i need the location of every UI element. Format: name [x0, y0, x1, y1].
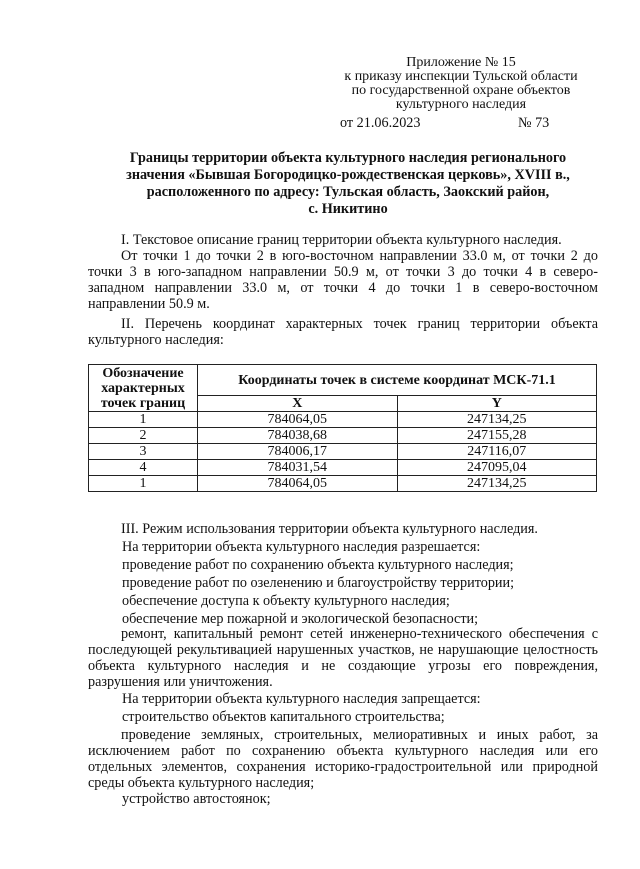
x-cell: 784064,05 — [198, 412, 398, 428]
section1-heading: I. Текстовое описание границ территории объекта культурного наследия. — [121, 232, 562, 248]
x-cell: 784064,05 — [198, 476, 398, 492]
header-line: по государственной охране объектов — [351, 83, 571, 98]
point-cell: 3 — [89, 444, 198, 460]
y-header: Y — [397, 396, 597, 412]
allowed-intro: На территории объекта культурного наследия разрешается: — [122, 539, 481, 555]
header-line: культурного наследия — [395, 97, 527, 112]
title-line: Границы территории объекта культурного наследия регионального — [129, 150, 567, 166]
allowed-item: проведение работ по сохранению объекта культурного наследия; — [122, 557, 514, 573]
table-row — [89, 412, 597, 428]
x-cell: 784038,68 — [198, 428, 398, 444]
order-date: от 21.06.2023 — [340, 115, 421, 131]
order-number: № 73 — [518, 115, 550, 131]
point-designation-header: Обозначение характерных точек границ — [89, 365, 198, 412]
forbidden-item-long: проведение земляных, строительных, мелиоративных и иных работ, за исключением работ по сохранению объекта культурного наследия или его отдельных элементов, сохранения историко-градостроительной или природной среды объекта культурного наследия; — [88, 727, 598, 791]
x-cell: 784006,17 — [198, 444, 398, 460]
coordinate-system-header: Координаты точек в системе координат МСК-71.1 — [198, 365, 597, 396]
x-cell: 784031,54 — [198, 460, 398, 476]
allowed-item: обеспечение доступа к объекту культурного наследия; — [122, 593, 450, 609]
title-line: с. Никитино — [308, 201, 388, 217]
y-cell: 247155,28 — [397, 428, 597, 444]
header-line: к приказу инспекции Тульской области — [344, 69, 578, 84]
appendix-header — [320, 56, 602, 112]
coordinates-table — [88, 364, 597, 492]
table-row — [89, 428, 597, 444]
point-cell: 2 — [89, 428, 198, 444]
y-cell: 247095,04 — [397, 460, 597, 476]
point-cell: 1 — [89, 412, 198, 428]
table-row — [89, 476, 597, 492]
document-title — [88, 150, 608, 218]
section1-text: От точки 1 до точки 2 в юго-восточном направлении 33.0 м, от точки 2 до точки 3 в юго-западном направлении 50.9 м, от точки 3 до точки 4 в северо-западном направлении 33.0 м, от точки 4 до точки 1 в северо-восточном направлении 50.9 м. — [88, 248, 598, 312]
table-row — [89, 444, 597, 460]
header-line: Приложение № 15 — [406, 55, 516, 70]
forbidden-item: строительство объектов капитального строительства; — [122, 709, 445, 725]
section3-heading: III. Режим использования территории объекта культурного наследия. — [121, 521, 538, 537]
x-header: X — [198, 396, 398, 412]
y-cell: 247116,07 — [397, 444, 597, 460]
title-line: расположенного по адресу: Тульская область, Заокский район, — [146, 184, 550, 200]
allowed-item-long: ремонт, капитальный ремонт сетей инженерно-технического обеспечения с последующей рекультивацией нарушенных участков, не нарушающие целостность объекта культурного наследия и не создающие угрозы его повреждения, разрушения или уничтожения. — [88, 626, 598, 690]
title-line: значения «Бывшая Богородицко-рождественская церковь», XVIII в., — [126, 167, 570, 183]
point-cell: 4 — [89, 460, 198, 476]
forbidden-intro: На территории объекта культурного наследия запрещается: — [122, 691, 481, 707]
allowed-item: обеспечение мер пожарной и экологической безопасности; — [122, 611, 479, 627]
y-cell: 247134,25 — [397, 412, 597, 428]
table-header-row — [89, 365, 597, 396]
point-cell: 1 — [89, 476, 198, 492]
forbidden-item: устройство автостоянок; — [122, 791, 271, 807]
allowed-item: проведение работ по озеленению и благоустройству территории; — [122, 575, 515, 591]
table-row — [89, 460, 597, 476]
section2-heading: II. Перечень координат характерных точек границ территории объекта культурного наследия: — [88, 316, 598, 348]
y-cell: 247134,25 — [397, 476, 597, 492]
